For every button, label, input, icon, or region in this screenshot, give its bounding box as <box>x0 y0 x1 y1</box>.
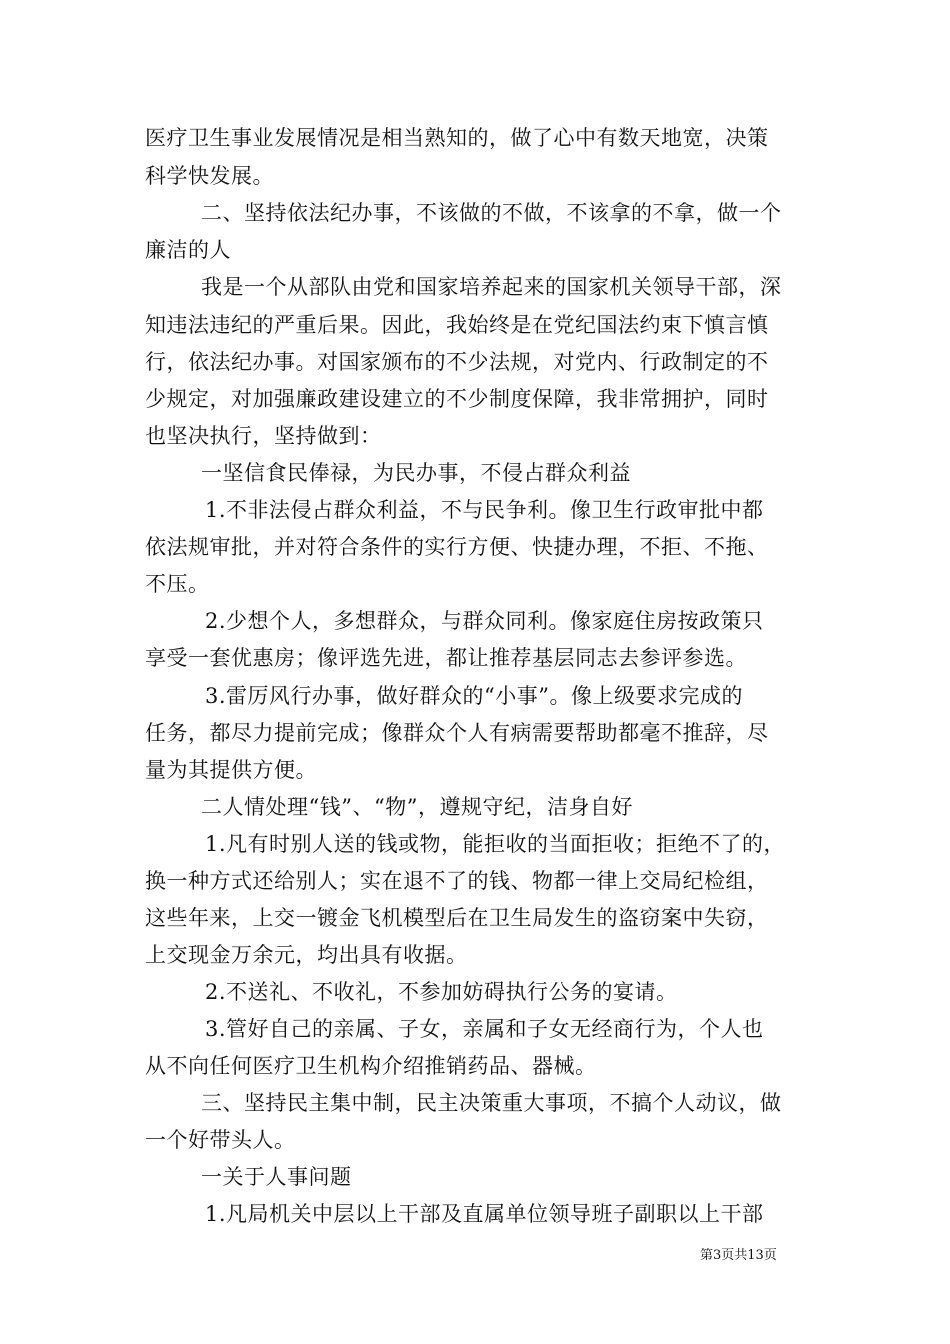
text-line: 任务，都尽力提前完成；像群众个人有病需要帮助都毫不推辞，尽 <box>145 721 769 745</box>
text-line: 少规定，对加强廉政建设建立的不少制度保障，我非常拥护，同时 <box>145 387 769 411</box>
text-line: 行，依法纪办事。对国家颁布的不少法规，对党内、行政制定的不 <box>145 350 769 374</box>
text-line: 科学快发展。 <box>145 164 274 188</box>
text-line: 不压。 <box>145 572 210 596</box>
list-item: 1.不非法侵占群众利益，不与民争利。像卫生行政审批中都 <box>205 498 764 522</box>
text-line: 换一种方式还给别人；实在退不了的钱、物都一律上交局纪检组， <box>145 869 769 893</box>
list-item: 3.雷厉风行办事，做好群众的“小事”。像上级要求完成的 <box>205 684 744 708</box>
subsection-heading: 一关于人事问题 <box>201 1165 352 1189</box>
list-item: 3.管好自己的亲属、子女，亲属和子女无经商行为，个人也 <box>205 1017 764 1041</box>
list-item: 1.凡有时别人送的钱或物，能拒收的当面拒收；拒绝不了的， <box>205 832 786 856</box>
text-line: 享受一套优惠房；像评选先进，都让推荐基层同志去参评参选。 <box>145 646 747 670</box>
section-heading-cont: 一个好带头人。 <box>145 1128 296 1152</box>
subsection-heading: 二人情处理“钱”、“物”，遵规守纪，洁身自好 <box>201 795 633 819</box>
page-number: 第3页共13页 <box>700 1248 777 1263</box>
text-line: 量为其提供方便。 <box>145 758 317 782</box>
text-line: 医疗卫生事业发展情况是相当熟知的，做了心中有数天地宽，决策 <box>145 126 769 150</box>
text-line: 知违法违纪的严重后果。因此，我始终是在党纪国法约束下慎言慎 <box>145 313 769 337</box>
text-line: 依法规审批，并对符合条件的实行方便、快捷办理，不拒、不拖、 <box>145 535 769 559</box>
section-heading: 三、坚持民主集中制，民主决策重大事项，不搞个人动议，做 <box>201 1091 782 1115</box>
list-item: 2.少想个人，多想群众，与群众同利。像家庭住房按政策只 <box>205 609 764 633</box>
text-line: 也坚决执行，坚持做到： <box>145 424 382 448</box>
subsection-heading: 一坚信食民俸禄，为民办事，不侵占群众利益 <box>201 461 631 485</box>
list-item: 2.不送礼、不收礼，不参加妨碍执行公务的宴请。 <box>205 980 678 1004</box>
text-line: 从不向任何医疗卫生机构介绍推销药品、器械。 <box>145 1054 597 1078</box>
text-line: 这些年来，上交一镀金飞机模型后在卫生局发生的盗窃案中失窃， <box>145 906 769 930</box>
section-heading: 二、坚持依法纪办事，不该做的不做，不该拿的不拿，做一个 <box>201 201 782 225</box>
text-line: 上交现金万余元，均出具有收据。 <box>145 943 468 967</box>
section-heading-cont: 廉洁的人 <box>145 238 231 262</box>
text-line: 我是一个从部队由党和国家培养起来的国家机关领导干部，深 <box>201 275 782 299</box>
list-item: 1.凡局机关中层以上干部及直属单位领导班子副职以上干部 <box>205 1202 764 1226</box>
